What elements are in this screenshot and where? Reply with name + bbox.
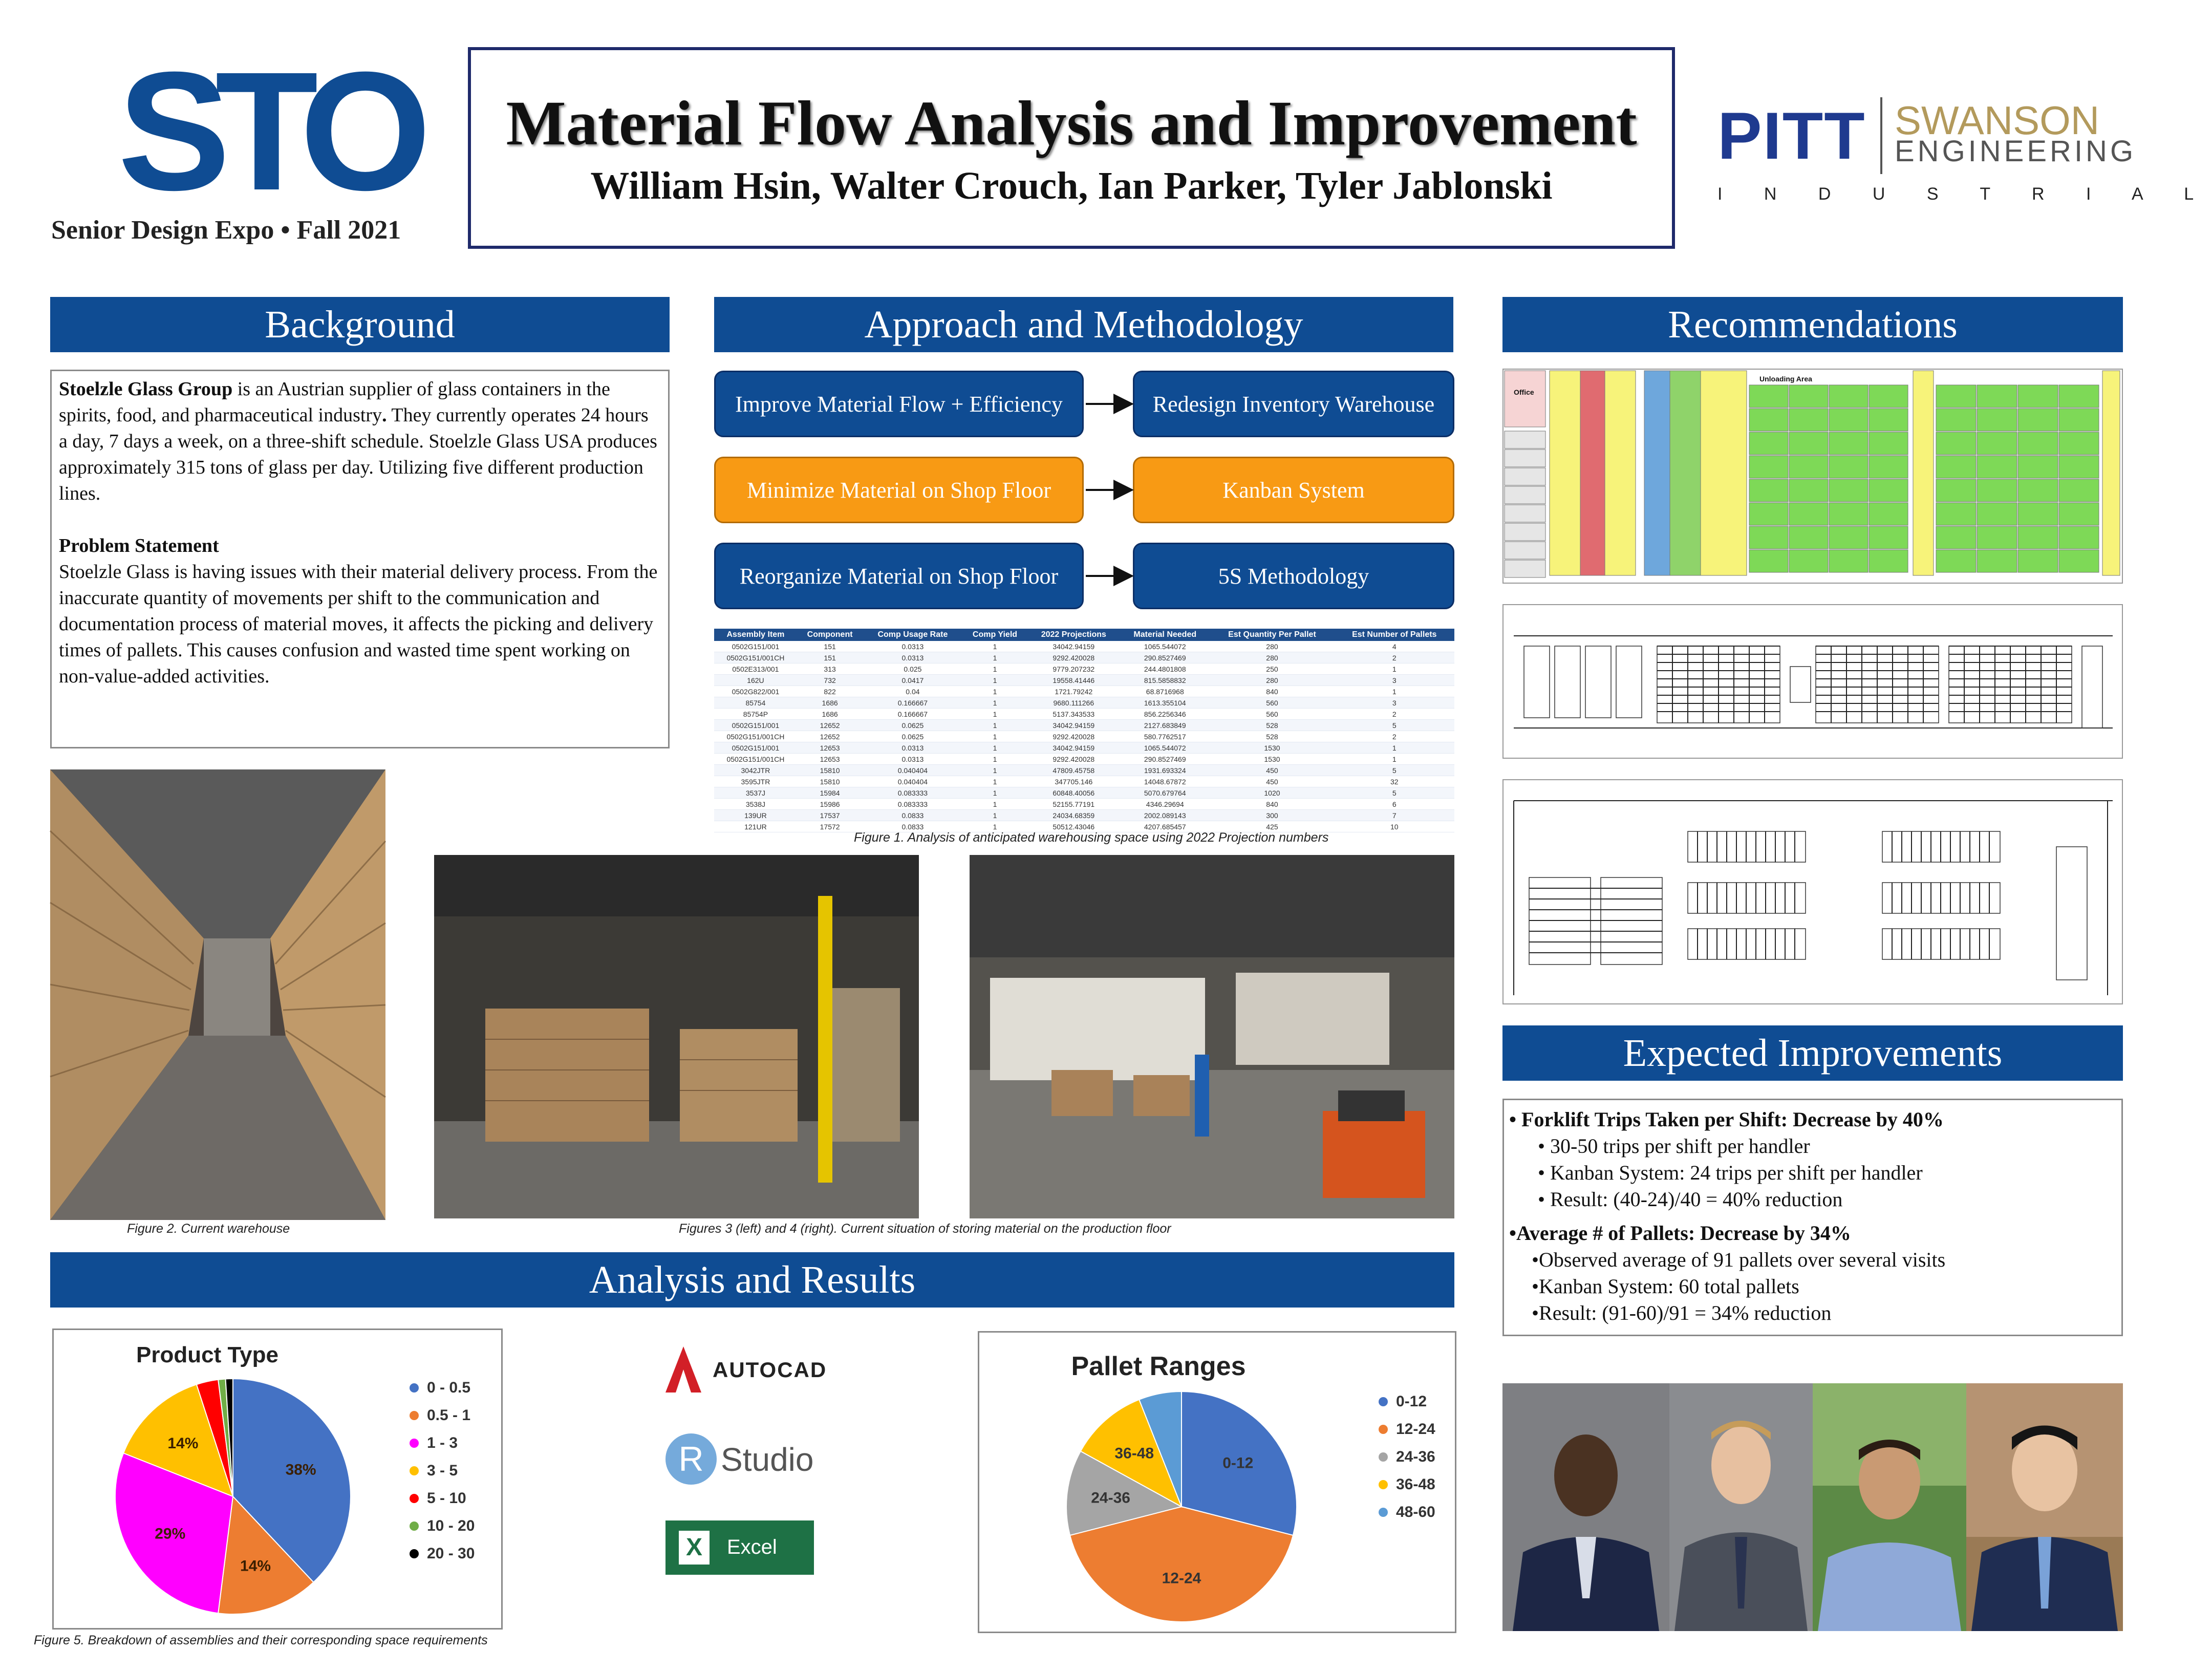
assembly-table xyxy=(714,629,1454,832)
table-cell: 7 xyxy=(1335,810,1455,821)
legend-label: 0 - 0.5 xyxy=(427,1379,471,1396)
table-row xyxy=(714,697,1454,709)
flow-arrows xyxy=(1084,371,1133,611)
team-photo-2 xyxy=(1669,1383,1813,1631)
table-cell: 1 xyxy=(962,697,1027,709)
table-cell: 5 xyxy=(1335,787,1455,799)
table-cell: 1 xyxy=(962,720,1027,731)
table-cell: 15986 xyxy=(797,799,863,810)
table-cell: 162U xyxy=(714,675,797,686)
poster-title: Material Flow Analysis and Improvement xyxy=(506,88,1637,158)
table-cell: 815.5858832 xyxy=(1120,675,1210,686)
legend-label: 10 - 20 xyxy=(427,1517,475,1534)
table-cell: 290.8527469 xyxy=(1120,754,1210,765)
table-cell: 822 xyxy=(797,686,863,697)
pallet-ranges-chart xyxy=(978,1331,1456,1633)
table-cell: 1 xyxy=(962,821,1027,832)
table-cell: 280 xyxy=(1210,641,1334,652)
forklift-item-2: Kanban System: 24 trips per shift per handler xyxy=(1550,1161,1923,1184)
table-cell: 1 xyxy=(962,709,1027,720)
forklift-title: Forklift Trips Taken per Shift: Decrease by 40% xyxy=(1521,1108,1944,1131)
legend-item xyxy=(1379,1498,1435,1526)
table-cell: 0.166667 xyxy=(863,709,962,720)
legend-label: 48-60 xyxy=(1396,1504,1435,1520)
legend-item xyxy=(410,1429,475,1457)
table-cell: 425 xyxy=(1210,821,1334,832)
table-cell: 290.8527469 xyxy=(1120,652,1210,663)
legend-marker xyxy=(410,1383,419,1392)
fig34-caption: Figures 3 (left) and 4 (right). Current situation of storing material on the production floor xyxy=(679,1222,1171,1236)
table-cell: 732 xyxy=(797,675,863,686)
table-cell: 1065.544072 xyxy=(1120,641,1210,652)
product-type-title: Product Type xyxy=(136,1342,278,1367)
rstudio-icon: R xyxy=(665,1433,717,1485)
table-cell: 32 xyxy=(1335,776,1455,787)
table-cell: 34042.94159 xyxy=(1027,720,1121,731)
table-cell: 1 xyxy=(962,765,1027,776)
pallets-item-3: Result: (91-60)/91 = 34% reduction xyxy=(1539,1301,1832,1324)
pie-data-label: 0-12 xyxy=(1222,1454,1254,1472)
map-unloading-label: Unloading Area xyxy=(1759,375,1812,383)
flow-redesign-warehouse: Redesign Inventory Warehouse xyxy=(1133,371,1454,437)
table-cell: 0.04 xyxy=(863,686,962,697)
table-cell: 2002.089143 xyxy=(1120,810,1210,821)
table-cell: 1 xyxy=(962,675,1027,686)
table-cell: 0502G151/001 xyxy=(714,641,797,652)
legend-item xyxy=(1379,1471,1435,1498)
table-cell: 9779.207232 xyxy=(1027,663,1121,675)
flow-improve-material: Improve Material Flow + Efficiency xyxy=(714,371,1084,437)
team-photo-1 xyxy=(1502,1383,1669,1631)
table-cell: 6 xyxy=(1335,799,1455,810)
legend-marker xyxy=(1379,1397,1388,1406)
product-type-legend xyxy=(410,1374,475,1568)
pallets-item-1: Observed average of 91 pallets over several visits xyxy=(1539,1248,1946,1271)
table-row xyxy=(714,731,1454,742)
table-cell: 1 xyxy=(962,799,1027,810)
problem-text: Stoelzle Glass is having issues with their material delivery process. From the inaccurate quantity of movements per shift to the communication and documentation process of material moves, it affects the picking and delivery times of pallets. This causes confusion and wasted time spent working on non-value-added activities. xyxy=(59,561,658,687)
table-cell: 9680.111266 xyxy=(1027,697,1121,709)
table-row xyxy=(714,799,1454,810)
table-cell: 12653 xyxy=(797,754,863,765)
flow-minimize-material: Minimize Material on Shop Floor xyxy=(714,457,1084,523)
table-cell: 0.0313 xyxy=(863,742,962,754)
table-cell: 0.0625 xyxy=(863,720,962,731)
table-cell: 1530 xyxy=(1210,742,1334,754)
table-cell: 24034.68359 xyxy=(1027,810,1121,821)
table-header: Est Number of Pallets xyxy=(1335,629,1455,641)
table-cell: 4 xyxy=(1335,641,1455,652)
table-cell: 12652 xyxy=(797,731,863,742)
table-header: Comp Yield xyxy=(962,629,1027,641)
table-cell: 1 xyxy=(1335,686,1455,697)
legend-marker xyxy=(410,1494,419,1503)
table-cell: 1 xyxy=(962,663,1027,675)
warehouse-layout-map xyxy=(1502,369,2123,584)
table-cell: 560 xyxy=(1210,709,1334,720)
table-cell: 1 xyxy=(1335,663,1455,675)
table-cell: 34042.94159 xyxy=(1027,641,1121,652)
problem-heading: Problem Statement xyxy=(59,535,219,556)
pallet-ranges-title: Pallet Ranges xyxy=(1071,1352,1246,1381)
table-cell: 3042JTR xyxy=(714,765,797,776)
table-cell: 9292.420028 xyxy=(1027,652,1121,663)
pitt-logo: PITT SWANSON ENGINEERING I N D U S T R I A L xyxy=(1717,98,2212,204)
table-row xyxy=(714,765,1454,776)
table-cell: 2 xyxy=(1335,731,1455,742)
production-floor-photo-1 xyxy=(434,855,919,1218)
table-cell: 1 xyxy=(962,787,1027,799)
pallet-ranges-legend xyxy=(1379,1388,1435,1526)
table-cell: 151 xyxy=(797,652,863,663)
table-row xyxy=(714,686,1454,697)
table-row xyxy=(714,709,1454,720)
table-cell: 9292.420028 xyxy=(1027,731,1121,742)
table-header: Material Needed xyxy=(1120,629,1210,641)
table-cell: 1721.79242 xyxy=(1027,686,1121,697)
table-cell: 1 xyxy=(962,731,1027,742)
table-cell: 0.0625 xyxy=(863,731,962,742)
table-cell: 1 xyxy=(962,810,1027,821)
excel-icon: X xyxy=(679,1531,710,1565)
table-header: 2022 Projections xyxy=(1027,629,1121,641)
sto-logo xyxy=(118,36,416,225)
legend-marker xyxy=(1379,1425,1388,1434)
table-cell: 0.083333 xyxy=(863,787,962,799)
excel-logo: X Excel xyxy=(665,1520,814,1575)
legend-item xyxy=(1379,1416,1435,1443)
table-cell: 1 xyxy=(962,754,1027,765)
table-cell: 528 xyxy=(1210,720,1334,731)
table-cell: 15984 xyxy=(797,787,863,799)
table-cell: 1530 xyxy=(1210,754,1334,765)
table-cell: 2127.683849 xyxy=(1120,720,1210,731)
table-cell: 151 xyxy=(797,641,863,652)
legend-label: 0.5 - 1 xyxy=(427,1407,471,1424)
table-cell: 250 xyxy=(1210,663,1334,675)
table-cell: 840 xyxy=(1210,686,1334,697)
table-cell: 450 xyxy=(1210,776,1334,787)
table-cell: 560 xyxy=(1210,697,1334,709)
table-cell: 3538J xyxy=(714,799,797,810)
legend-marker xyxy=(1379,1508,1388,1517)
flow-kanban: Kanban System xyxy=(1133,457,1454,523)
table-cell: 3 xyxy=(1335,697,1455,709)
table-cell: 280 xyxy=(1210,652,1334,663)
table-cell: 15810 xyxy=(797,765,863,776)
table-cell: 5137.343533 xyxy=(1027,709,1121,720)
pie-data-label: 36-48 xyxy=(1114,1445,1154,1462)
table-row xyxy=(714,742,1454,754)
legend-marker xyxy=(410,1522,419,1531)
legend-item xyxy=(1379,1388,1435,1416)
team-photo-3 xyxy=(1813,1383,1966,1631)
table-cell: 313 xyxy=(797,663,863,675)
table-cell: 52155.77191 xyxy=(1027,799,1121,810)
table-cell: 3 xyxy=(1335,675,1455,686)
product-type-chart xyxy=(52,1329,503,1630)
table-cell: 1 xyxy=(962,641,1027,652)
pie-data-label: 38% xyxy=(285,1461,316,1479)
table-cell: 1 xyxy=(962,776,1027,787)
legend-marker xyxy=(410,1466,419,1475)
floor-plan-buffers xyxy=(1502,779,2123,1004)
table-cell: 15810 xyxy=(797,776,863,787)
warehouse-photo xyxy=(50,769,385,1220)
table-row xyxy=(714,641,1454,652)
table-cell: 1 xyxy=(962,742,1027,754)
table-cell: 1686 xyxy=(797,709,863,720)
table-cell: 10 xyxy=(1335,821,1455,832)
fig2-caption: Figure 2. Current warehouse xyxy=(127,1222,290,1236)
table-cell: 85754 xyxy=(714,697,797,709)
table-cell: 60848.40056 xyxy=(1027,787,1121,799)
title-box xyxy=(468,47,1675,249)
pallets-title: Average # of Pallets: Decrease by 34% xyxy=(1516,1222,1851,1245)
table-cell: 0502G151/001 xyxy=(714,720,797,731)
table-cell: 17572 xyxy=(797,821,863,832)
table-cell: 2 xyxy=(1335,652,1455,663)
team-photo-4 xyxy=(1966,1383,2123,1631)
flow-reorganize-material: Reorganize Material on Shop Floor xyxy=(714,543,1084,609)
table-header: Est Quantity Per Pallet xyxy=(1210,629,1334,641)
legend-marker xyxy=(410,1411,419,1420)
table-cell: 0502G151/001CH xyxy=(714,652,797,663)
table-cell: 1 xyxy=(1335,742,1455,754)
expo-label: Senior Design Expo • Fall 2021 xyxy=(51,216,401,245)
pie-data-label: 24-36 xyxy=(1091,1489,1130,1507)
table-cell: 47809.45758 xyxy=(1027,765,1121,776)
table-cell: 0.0833 xyxy=(863,821,962,832)
table-cell: 68.8716968 xyxy=(1120,686,1210,697)
rstudio-logo: R Studio xyxy=(665,1433,829,1490)
table-row xyxy=(714,720,1454,731)
table-cell: 347705.146 xyxy=(1027,776,1121,787)
company-name: Stoelzle Glass Group xyxy=(59,378,233,400)
forklift-item-3: Result: (40-24)/40 = 40% reduction xyxy=(1550,1188,1843,1211)
legend-item xyxy=(410,1512,475,1540)
table-row xyxy=(714,675,1454,686)
table-row xyxy=(714,652,1454,663)
pallet-ranges-pie xyxy=(1066,1391,1297,1622)
forklift-item-1: 30-50 trips per shift per handler xyxy=(1550,1134,1810,1158)
table-cell: 0.040404 xyxy=(863,776,962,787)
table-cell: 0502G822/001 xyxy=(714,686,797,697)
legend-item xyxy=(1379,1443,1435,1471)
table-cell: 3595JTR xyxy=(714,776,797,787)
svg-text:STO: STO xyxy=(118,36,416,225)
table-row xyxy=(714,663,1454,675)
table-cell: 5 xyxy=(1335,765,1455,776)
table-cell: 1 xyxy=(1335,754,1455,765)
table-cell: 4346.29694 xyxy=(1120,799,1210,810)
table-cell: 0.166667 xyxy=(863,697,962,709)
table-cell: 1 xyxy=(962,652,1027,663)
expected-heading: Expected Improvements xyxy=(1502,1025,2123,1081)
table-cell: 2 xyxy=(1335,709,1455,720)
table-header: Component xyxy=(797,629,863,641)
table-cell: 0.0417 xyxy=(863,675,962,686)
table-cell: 9292.420028 xyxy=(1027,754,1121,765)
table-cell: 1065.544072 xyxy=(1120,742,1210,754)
table-cell: 580.7762517 xyxy=(1120,731,1210,742)
background-text-2: They currently operates 24 hours a day, 7 days a week, on a three-shift schedule. Stoelzle Glass USA produces approximately 315 tons of glass per day. Utilizing five different production lines. xyxy=(59,404,657,504)
table-cell: 0.0313 xyxy=(863,652,962,663)
table-row xyxy=(714,810,1454,821)
table-cell: 1 xyxy=(962,686,1027,697)
table-row xyxy=(714,754,1454,765)
background-heading: Background xyxy=(50,297,670,352)
legend-item xyxy=(410,1374,475,1402)
legend-item xyxy=(410,1485,475,1512)
fig5-caption: Figure 5. Breakdown of assemblies and their corresponding space requirements xyxy=(34,1633,488,1647)
pie-data-label: 14% xyxy=(240,1557,271,1575)
table-cell: 85754P xyxy=(714,709,797,720)
legend-item xyxy=(410,1402,475,1429)
legend-label: 12-24 xyxy=(1396,1421,1435,1438)
map-office-label: Office xyxy=(1514,388,1534,396)
table-header: Assembly Item xyxy=(714,629,797,641)
legend-label: 1 - 3 xyxy=(427,1434,458,1451)
table-cell: 1020 xyxy=(1210,787,1334,799)
table-cell: 34042.94159 xyxy=(1027,742,1121,754)
autocad-icon xyxy=(665,1346,701,1392)
table-cell: 0502G151/001CH xyxy=(714,754,797,765)
table-cell: 0.025 xyxy=(863,663,962,675)
recommendations-heading: Recommendations xyxy=(1502,297,2123,352)
legend-marker xyxy=(1379,1452,1388,1462)
table-cell: 139UR xyxy=(714,810,797,821)
flow-5s: 5S Methodology xyxy=(1133,543,1454,609)
table-cell: 0502G151/001 xyxy=(714,742,797,754)
legend-label: 24-36 xyxy=(1396,1448,1435,1465)
product-type-pie xyxy=(115,1379,351,1614)
legend-item xyxy=(410,1457,475,1485)
table-cell: 5 xyxy=(1335,720,1455,731)
table-cell: 300 xyxy=(1210,810,1334,821)
table-cell: 0.083333 xyxy=(863,799,962,810)
pie-data-label: 29% xyxy=(155,1525,186,1543)
floor-plan-lines xyxy=(1502,604,2123,759)
table-cell: 528 xyxy=(1210,731,1334,742)
analysis-heading: Analysis and Results xyxy=(50,1252,1454,1308)
approach-heading: Approach and Methodology xyxy=(714,297,1453,352)
legend-marker xyxy=(410,1549,419,1558)
table-cell: 121UR xyxy=(714,821,797,832)
table-cell: 1931.693324 xyxy=(1120,765,1210,776)
table-cell: 12652 xyxy=(797,720,863,731)
table-cell: 4207.685457 xyxy=(1120,821,1210,832)
pie-data-label: 14% xyxy=(167,1435,199,1452)
table-cell: 450 xyxy=(1210,765,1334,776)
table-row xyxy=(714,787,1454,799)
table-cell: 0502E313/001 xyxy=(714,663,797,675)
legend-item xyxy=(410,1540,475,1568)
table-cell: 0502G151/001CH xyxy=(714,731,797,742)
production-floor-photo-2 xyxy=(970,855,1454,1218)
pie-data-label: 12-24 xyxy=(1162,1570,1201,1587)
table-cell: 0.0833 xyxy=(863,810,962,821)
table-cell: 19558.41446 xyxy=(1027,675,1121,686)
table-cell: 1613.355104 xyxy=(1120,697,1210,709)
poster-authors: William Hsin, Walter Crouch, Ian Parker, Tyler Jablonski xyxy=(590,164,1553,207)
legend-label: 36-48 xyxy=(1396,1476,1435,1493)
table-cell: 0.040404 xyxy=(863,765,962,776)
table-cell: 14048.67872 xyxy=(1120,776,1210,787)
pallets-item-2: Kanban System: 60 total pallets xyxy=(1539,1275,1799,1298)
table-cell: 244.4801808 xyxy=(1120,663,1210,675)
table-cell: 3537J xyxy=(714,787,797,799)
table-cell: 280 xyxy=(1210,675,1334,686)
expected-box: • Forklift Trips Taken per Shift: Decrease by 40% • 30-50 trips per shift per handler • Kanban System: 24 trips per shift per handler • Result: (40-24)/40 = 40% reduction •Average # of Pallets: Decrease by 34% •Observed average of 91 pallets over several visits •Kanban System: 60 total pallets •Result: (91-60)/91 = 34% reduction xyxy=(1502,1099,2123,1336)
table-cell: 17537 xyxy=(797,810,863,821)
fig1-caption: Figure 1. Analysis of anticipated warehousing space using 2022 Projection numbers xyxy=(854,830,1329,845)
legend-marker xyxy=(410,1439,419,1448)
table-row xyxy=(714,776,1454,787)
table-cell: 1686 xyxy=(797,697,863,709)
table-cell: 0.0313 xyxy=(863,754,962,765)
legend-label: 3 - 5 xyxy=(427,1462,458,1479)
table-cell: 5070.679764 xyxy=(1120,787,1210,799)
table-cell: 0.0313 xyxy=(863,641,962,652)
table-cell: 856.2256346 xyxy=(1120,709,1210,720)
table-cell: 12653 xyxy=(797,742,863,754)
background-text-1: is an Austrian supplier of glass containers in the spirits, food, and pharmaceutical industry xyxy=(59,378,610,426)
background-box: Stoelzle Glass Group is an Austrian supplier of glass containers in the spirits, food, and pharmaceutical industry. They currently operates 24 hours a day, 7 days a week, on a three-shift schedule. Stoelzle Glass USA produces approximately 315 tons of glass per day. Utilizing five different production lines. Problem Statement Stoelzle Glass is having issues with their material delivery process. From the inaccurate quantity of movements per shift to the communication and documentation process of material moves, it affects the picking and delivery times of pallets. This causes confusion and wasted time spent working on non-value-added activities. xyxy=(50,370,670,748)
table-cell: 840 xyxy=(1210,799,1334,810)
autocad-logo: AUTOCAD xyxy=(665,1346,840,1398)
legend-marker xyxy=(1379,1480,1388,1489)
table-header: Comp Usage Rate xyxy=(863,629,962,641)
legend-label: 0-12 xyxy=(1396,1393,1427,1410)
legend-label: 5 - 10 xyxy=(427,1490,466,1507)
legend-label: 20 - 30 xyxy=(427,1545,475,1562)
table-cell: 50512.43046 xyxy=(1027,821,1121,832)
